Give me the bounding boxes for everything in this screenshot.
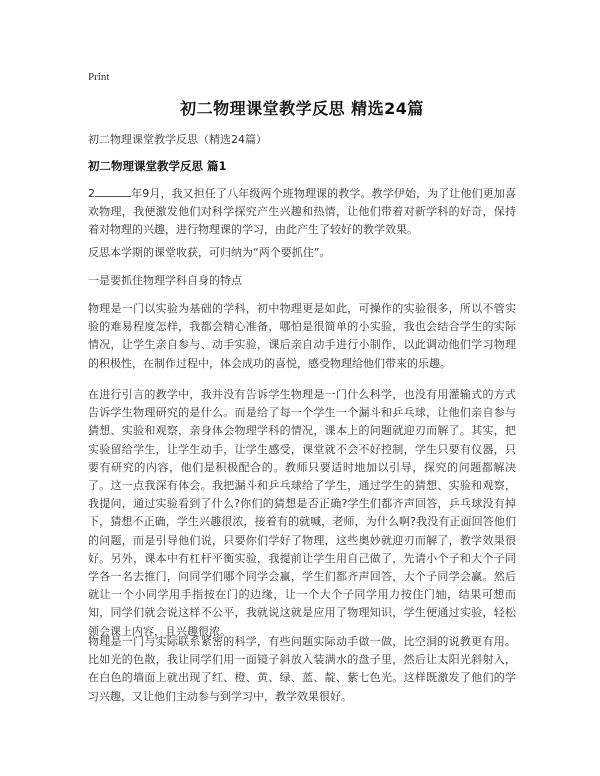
- print-link[interactable]: Print: [88, 71, 110, 83]
- paragraph-practice: 物理是一门与实际联系紧密的科学，有些问题实际动手做一做，比空洞的说教更有用。比如光的色散，我让同学们用一面镜子斜放入装满水的盘子里，然后让太阳光斜射入，在白色的墙面上就出现了红、橙、黄、绿、蓝、靛、紫七色光。这样既激发了他们的学习兴趣，又让他们主动参与到学习中，教学效果很好。: [88, 635, 516, 703]
- paragraph-intro: [88, 185, 516, 240]
- section-heading: 初二物理课堂教学反思 篇1: [88, 159, 227, 173]
- document-subtitle: 初二物理课堂教学反思（精选24篇）: [88, 133, 267, 146]
- year-prefix: 2: [88, 187, 95, 200]
- paragraph-intro-lesson: 在进行引言的教学中，我并没有告诉学生物理是一门什么科学，也没有用灌输式的方式告诉学生物理研究的是什么。而是给了每一个学生一个漏斗和乒乓球，让他们亲自参与猜想、实验和观察，亲身体会物理学科的情况，课本上的问题就迎刃而解了。其实，把实验留给学生，让学生动手，让学生感受，课堂就不会不好控制，学生只要有仪器，只要有研究的内容，他们是积极配合的。教师只要适时地加以引导，探究的问题都解决了。这一点我深有体会。我把漏斗和乒乓球给了学生，通过学生的猜想、实验和观察，我提问，通过实验看到了什么?你们的猜想是否正确?学生们都齐声回答，乒乓球没有掉下，猜想不正确，学生兴趣很浓，接着有的就喊，老师，为什么啊?我没有正面回答他们的问题，而是引导他们说，只要你们学好了物理，这些奥妙就迎刃而解了，教学效果很好。另外，课本中有杠杆平衡实验，我提前让学生用自己做了，先请小个子和大个子同学各一名去推门，问同学们哪个同学会赢，学生们都齐声回答，大个子同学会赢。然后就让一个小同学用手指按在门的边缘，让一个大个子同学用力按住门轴，结果可想而知，同学们就会说这样不公平，我就说这就是应用了物理知识，学生便通过实验，轻松领会课上内容，且兴趣很浓。: [88, 388, 516, 638]
- intro-text: 年9月，我又担任了八年级两个班物理课的教学。教学伊始，为了让他们更加喜欢物理，我便激发他们对科学探究产生兴趣和热情，让他们带着对新学科的好奇，保持着对物理的兴趣，进行物理课的学习，由此产生了较好的教学效果。: [88, 187, 516, 237]
- paragraph-summary: 反思本学期的课堂收获，可归纳为“两个要抓住”。: [88, 246, 331, 259]
- paragraph-experiments: 物理是一门以实验为基础的学科，初中物理更是如此，可操作的实验很多，所以不管实验的难易程度怎样，我都会精心准备，哪怕是很简单的小实验，我也会结合学生的实际情况，让学生亲自参与、动手实验，课后亲自动手进行小制作，以此调动他们学习物理的积极性，在制作过程中，体会成功的喜悦，感受物理给他们带来的乐趣。: [88, 302, 516, 370]
- paragraph-point-one: 一是要抓住物理学科自身的特点: [88, 274, 242, 287]
- blank-underline: [95, 186, 131, 197]
- page-title: 初二物理课堂教学反思 精选24篇: [180, 99, 424, 118]
